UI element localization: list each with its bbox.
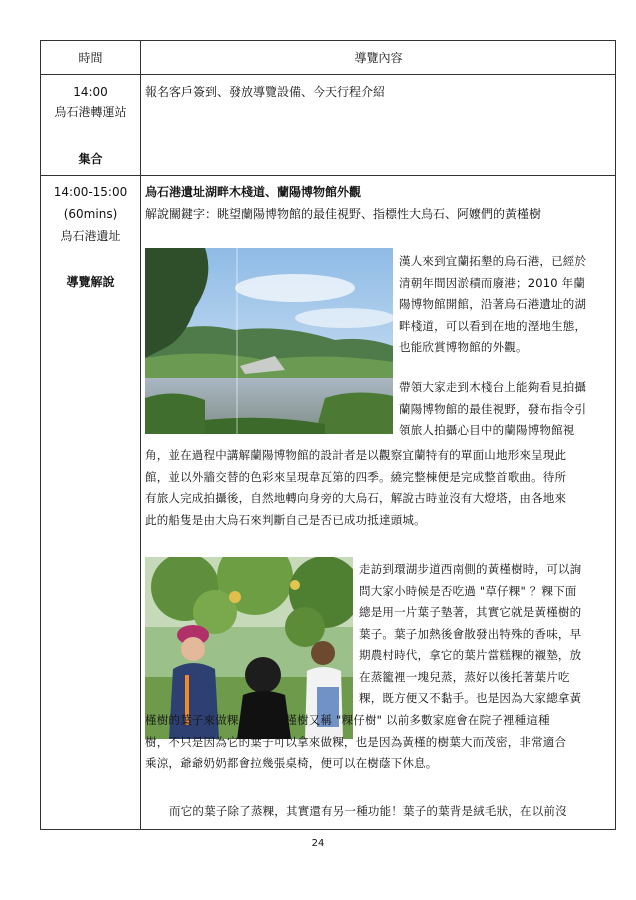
header-content: 導覽內容 [354,51,403,65]
row1-time: 14:00 [73,85,108,99]
lake-museum-photo [145,248,393,434]
row2-place: 烏石港遺址 [60,229,121,243]
page-number: 24 [311,838,325,849]
paragraph-3-side: 走訪到環湖步道西南側的黃槿樹時，可以詢 問大家小時候是否吃過 "草仔粿" ？粿下面 總是用一片葉子墊著，其實它就是黃槿樹的 葉子。葉子加熱後會散發出特殊的香味，早 期農村時代，拿它的葉片當糕粿的襯墊，放 在蒸籠裡一塊兒蒸，蒸好以後托著葉片吃 粿，既方便又不黏手。也是因為大家總拿黃 [359,562,582,705]
row2-title: 烏石港遺址湖畔木棧道、蘭陽博物館外觀 [145,185,362,199]
header-time: 時間 [78,51,103,65]
row2-time: 14:00-15:00 [53,185,128,199]
row1-label: 集合 [78,152,103,166]
itinerary-table [40,40,616,830]
paragraph-4: 而它的葉子除了蒸粿，其實還有另一種功能！葉子的葉背是絨毛狀，在以前沒 [169,804,567,818]
paragraph-3-full: 槿樹的葉子來做粿，所以黃槿樹又稱 "粿仔樹" 以前多數家庭會在院子裡種這種 樹，不只是因為它的葉子可以拿來做粿，也是因為黃槿的樹葉大而茂密，非常適合 乘涼，爺爺奶奶都會拉幾張桌椅，便可以在樹蔭下休息。 [145,713,567,770]
row1-content: 報名客戶簽到、發放導覽設備、今天行程介紹 [145,85,386,99]
row-divider [41,175,615,176]
paragraph-1: 漢人來到宜蘭拓墾的烏石港，已經於 清朝年間因淤積而廢港；2010 年蘭 陽博物館開館，沿著烏石港遺址的湖 畔棧道，可以看到在地的溼地生態， 也能欣賞博物館的外觀。 [399,254,587,354]
row2-keywords: 解說關鍵字：眺望蘭陽博物館的最佳視野、指標性大烏石、阿嬤們的黃槿樹 [145,207,542,221]
row2-duration: (60mins) [63,207,118,221]
column-divider [140,41,141,829]
row1-place: 烏石港轉運站 [54,105,127,119]
paragraph-2-side: 帶領大家走到木棧台上能夠看見拍攝 蘭陽博物館的最佳視野，發布指令引 領旅人拍攝心目中的蘭陽博物館視 [399,380,587,437]
paragraph-2-full: 角，並在過程中講解蘭陽博物館的設計者是以觀察宜蘭特有的單面山地形來呈現此 館，並以外牆交替的色彩來呈現韋瓦第的四季。繞完整棟便是完成整首歌曲。待所 有旅人完成拍攝後，自然地轉向身旁的大烏石，解說古時並沒有大燈塔，由各地來 此的船隻是由大烏石來判斷自己是否已成功抵達頭城。 [145,448,567,527]
row2-label: 導覽解說 [66,275,115,289]
header-divider [41,74,615,75]
